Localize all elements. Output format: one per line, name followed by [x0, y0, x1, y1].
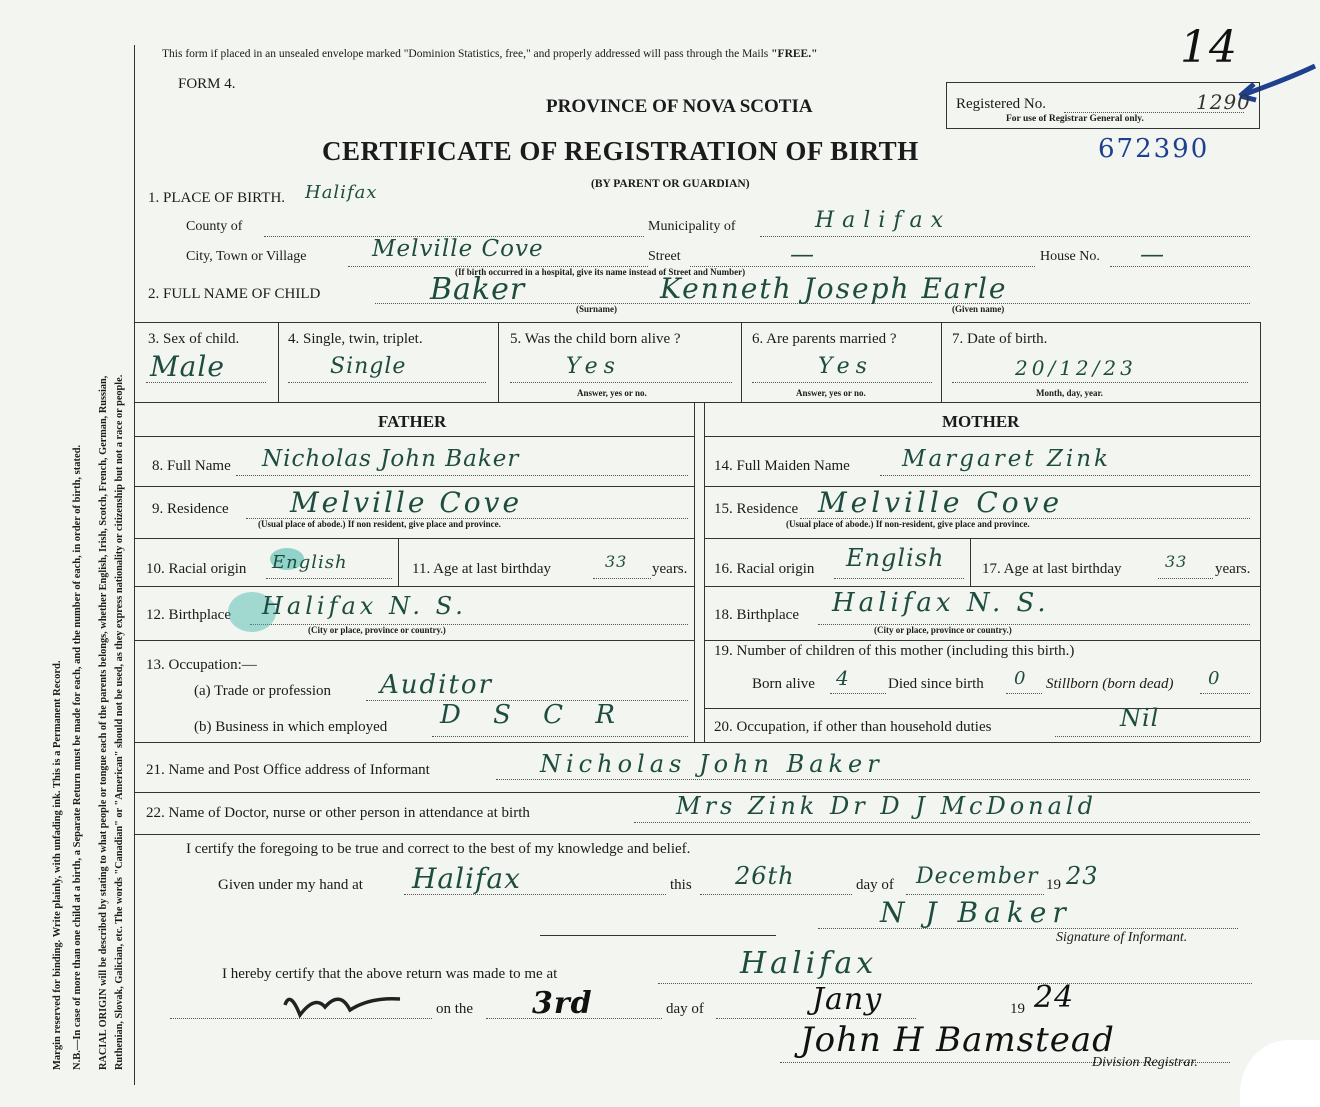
child-name-label: 2. FULL NAME OF CHILD	[148, 286, 321, 302]
father-racial-value: English	[272, 552, 348, 573]
registrar-note: For use of Registrar General only.	[1006, 114, 1144, 124]
surname-caption: (Surname)	[576, 304, 617, 314]
plurality-label: 4. Single, twin, triplet.	[288, 331, 423, 347]
hospital-note: (If birth occurred in a hospital, give its name instead of Street and Number)	[455, 267, 746, 277]
house-label: House No.	[1040, 249, 1100, 264]
occupation-label: 13. Occupation:—	[146, 657, 257, 673]
sex-value: Male	[150, 350, 225, 383]
father-age-label: 11. Age at last birthday	[412, 561, 551, 577]
died-line	[1006, 693, 1042, 694]
born-alive-question-value: Yes	[566, 354, 621, 379]
place-of-birth-label: 1. PLACE OF BIRTH.	[148, 190, 286, 206]
mother-racial-value: English	[846, 544, 945, 572]
scribble-mark-icon	[280, 985, 410, 1025]
trade-label: (a) Trade or profession	[194, 683, 332, 699]
given-year-value: 23	[1066, 862, 1099, 890]
mother-occupation-label: 20. Occupation, if other than household duties	[714, 719, 992, 735]
row3-divider-3	[741, 322, 742, 402]
mother-racial-line	[834, 578, 964, 579]
married-line	[752, 382, 932, 383]
trade-value: Auditor	[380, 670, 494, 700]
given-day-of-label: day of	[856, 877, 894, 893]
margin-note-multiple-births: N.B.—In case of more than one child at a birth, a Separate Return must be made for each, and the number of each, in order of birth, stated.	[72, 444, 83, 1070]
father-name-value: Nicholas John Baker	[262, 446, 520, 472]
registrar-month-value: Jany	[812, 982, 883, 1017]
parents-top-line	[134, 402, 1260, 403]
mother-heading-line	[704, 436, 1260, 437]
father-age-line	[593, 578, 651, 579]
row12-top-line	[134, 586, 694, 587]
certificate-subtitle: (BY PARENT OR GUARDIAN)	[591, 178, 750, 190]
this-label: this	[670, 877, 692, 893]
mother-years: years.	[1215, 561, 1251, 577]
municipality-line	[760, 236, 1250, 237]
registrar-year-prefix: 19	[1010, 1001, 1025, 1017]
father-racial-line	[266, 578, 392, 579]
on-the-label: on the	[436, 1001, 474, 1017]
mother-birthplace-label: 18. Birthplace	[714, 607, 799, 623]
father-name-label: 8. Full Name	[152, 458, 231, 474]
mother-abode-note: (Usual place of abode.) If non-resident, give place and province.	[786, 519, 1030, 529]
form-left-border	[134, 45, 135, 1085]
father-residence-value: Melville Cove	[290, 486, 523, 519]
registrar-statement: I hereby certify that the above return was made to me at	[222, 966, 558, 982]
mid-rule	[540, 935, 776, 936]
born-alive-count-value: 4	[836, 666, 850, 690]
row22-bottom-line	[134, 834, 1260, 835]
given-day-line	[700, 894, 852, 895]
given-name-caption: (Given name)	[952, 304, 1005, 314]
row3-divider-4	[941, 322, 942, 402]
registrar-month-line	[716, 1018, 916, 1019]
mother-occupation-value: Nil	[1120, 704, 1160, 732]
row20-top-line	[704, 708, 1260, 709]
registrar-day-value: 3rd	[532, 986, 593, 1021]
registrar-place-value: Halifax	[740, 946, 878, 981]
father-birthplace-label: 12. Birthplace	[146, 607, 231, 623]
doctor-line	[634, 822, 1250, 823]
given-day-value: 26th	[735, 862, 795, 890]
row16-divider	[970, 538, 971, 586]
registered-no-value: 1290	[1196, 90, 1251, 114]
row10-top-line	[134, 538, 694, 539]
mother-racial-label: 16. Racial origin	[714, 561, 815, 577]
registrar-signature: John H Bamstead	[800, 1020, 1115, 1060]
father-racial-label: 10. Racial origin	[146, 561, 247, 577]
row21-top-line	[134, 742, 1260, 743]
plurality-line	[288, 382, 486, 383]
corner-mark: 14	[1180, 22, 1238, 73]
father-residence-label: 9. Residence	[152, 501, 229, 517]
mother-name-value: Margaret Zink	[902, 446, 1111, 472]
given-place-value: Halifax	[412, 862, 521, 895]
father-years: years.	[652, 561, 688, 577]
stillborn-value: 0	[1208, 668, 1221, 689]
city-label: City, Town or Village	[186, 249, 307, 264]
mother-birthplace-value: Halifax N. S.	[832, 588, 1050, 618]
business-line	[432, 736, 688, 737]
stillborn-line	[1200, 693, 1250, 694]
mother-residence-value: Melville Cove	[818, 486, 1064, 519]
father-abode-note: (Usual place of abode.) If non resident, give place and province.	[258, 519, 501, 529]
margin-note-racial-origin: RACIAL ORIGIN will be described by stating to what people or tongue each of the parents belongs, whether English, Irish, Scotch, French, German, Russian,	[98, 375, 109, 1070]
municipality-value: Halifax	[815, 208, 952, 233]
row3-divider-2	[498, 322, 499, 402]
torn-corner	[1240, 1040, 1320, 1107]
registrar-year-value: 24	[1034, 980, 1075, 1015]
dob-line	[952, 382, 1248, 383]
postal-note	[162, 48, 817, 60]
postal-note-text: This form if placed in an unsealed envelope marked "Dominion Statistics, free," and properly addressed will pass through the Mails	[162, 48, 772, 60]
row18-top-line	[704, 586, 1260, 587]
form-right-border	[1260, 322, 1261, 742]
informant-line	[496, 779, 1250, 780]
sex-label: 3. Sex of child.	[148, 331, 240, 347]
father-heading-line	[134, 436, 694, 437]
registrar-day-of-label: day of	[666, 1001, 704, 1017]
row19-top-line	[704, 640, 1260, 641]
informant-value: Nicholas John Baker	[540, 750, 884, 778]
registrar-left-line	[170, 1018, 432, 1019]
house-value: —	[1140, 240, 1165, 268]
married-value: Yes	[818, 354, 873, 379]
doctor-value: Mrs Zink Dr D J McDonald	[676, 792, 1097, 820]
row16-top-line	[704, 538, 1260, 539]
place-top-scribble: Halifax	[305, 182, 378, 203]
died-label: Died since birth	[888, 676, 984, 692]
certify-statement: I certify the foregoing to be true and correct to the best of my knowledge and belief.	[186, 841, 691, 857]
informant-signature-caption: Signature of Informant.	[1056, 930, 1188, 945]
informant-signature: N J Baker	[880, 896, 1072, 929]
mother-age-value: 33	[1165, 552, 1188, 571]
mother-occupation-line	[1055, 736, 1250, 737]
born-alive-question-line	[510, 382, 732, 383]
married-caption: Answer, yes or no.	[796, 388, 866, 398]
margin-note-binding: Margin reserved for binding. Write plainly, with unfading ink. This is a Permanent Record.	[52, 660, 63, 1070]
city-value: Melville Cove	[372, 236, 544, 262]
house-line	[1110, 266, 1250, 267]
row13-top-line	[134, 640, 694, 641]
row10-divider	[398, 538, 399, 586]
born-alive-count-label: Born alive	[752, 676, 815, 692]
mother-name-label: 14. Full Maiden Name	[714, 458, 850, 474]
alive-caption: Answer, yes or no.	[577, 388, 647, 398]
informant-label: 21. Name and Post Office address of Informant	[146, 762, 430, 778]
county-label: County of	[186, 219, 243, 234]
dob-caption: Month, day, year.	[1036, 388, 1103, 398]
given-month-value: December	[916, 864, 1039, 889]
child-surname: Baker	[430, 272, 526, 307]
registrar-place-line	[658, 983, 1252, 984]
mother-heading: MOTHER	[942, 412, 1020, 431]
given-year-prefix: 19	[1046, 877, 1061, 893]
margin-note-racial-origin-cont: Ruthenian, Slovak, Galician, etc. The words "Canadian" or "American" should not be used, as they express nationality or citizenship but not a race or people.	[114, 374, 125, 1070]
stillborn-label: Stillborn (born dead)	[1046, 676, 1174, 692]
child-given-name: Kenneth Joseph Earle	[660, 272, 1008, 305]
father-age-value: 33	[605, 552, 628, 571]
mother-age-line	[1158, 578, 1213, 579]
mother-residence-label: 15. Residence	[714, 501, 799, 517]
born-alive-question-label: 5. Was the child born alive ?	[510, 331, 681, 347]
father-birthplace-value: Halifax N. S.	[262, 592, 467, 620]
born-alive-count-line	[830, 693, 886, 694]
father-name-line	[236, 475, 688, 476]
street-label: Street	[648, 249, 681, 264]
father-birthplace-note: (City or place, province or country.)	[308, 625, 446, 635]
married-label: 6. Are parents married ?	[752, 331, 897, 347]
dob-label: 7. Date of birth.	[952, 331, 1048, 347]
plurality-value: Single	[330, 354, 407, 379]
given-under-label: Given under my hand at	[218, 877, 363, 893]
business-value: D S C R	[440, 700, 627, 730]
doctor-label: 22. Name of Doctor, nurse or other person in attendance at birth	[146, 805, 530, 821]
row3-top-line	[134, 322, 1260, 323]
municipality-label: Municipality of	[648, 219, 736, 234]
registered-no-label: Registered No.	[956, 96, 1046, 112]
business-label: (b) Business in which employed	[194, 719, 388, 735]
children-count-label: 19. Number of children of this mother (including this birth.)	[714, 643, 1075, 659]
certificate-number: 672390	[1098, 134, 1210, 164]
street-value: —	[790, 240, 815, 268]
row3-divider-1	[278, 322, 279, 402]
mother-age-label: 17. Age at last birthday	[982, 561, 1122, 577]
parents-divider-left	[694, 402, 695, 742]
mother-birthplace-note: (City or place, province or country.)	[874, 625, 1012, 635]
certificate-title: CERTIFICATE OF REGISTRATION OF BIRTH	[322, 136, 919, 166]
postal-note-free: "FREE."	[771, 48, 818, 60]
died-value: 0	[1014, 668, 1027, 689]
mother-name-line	[880, 475, 1250, 476]
father-heading: FATHER	[378, 412, 447, 431]
form-number: FORM 4.	[178, 76, 236, 92]
registrar-signature-caption: Division Registrar.	[1092, 1055, 1198, 1070]
given-month-line	[906, 894, 1044, 895]
parents-divider-right	[704, 402, 705, 742]
dob-value: 20/12/23	[1015, 356, 1137, 380]
province-heading: PROVINCE OF NOVA SCOTIA	[546, 96, 813, 117]
